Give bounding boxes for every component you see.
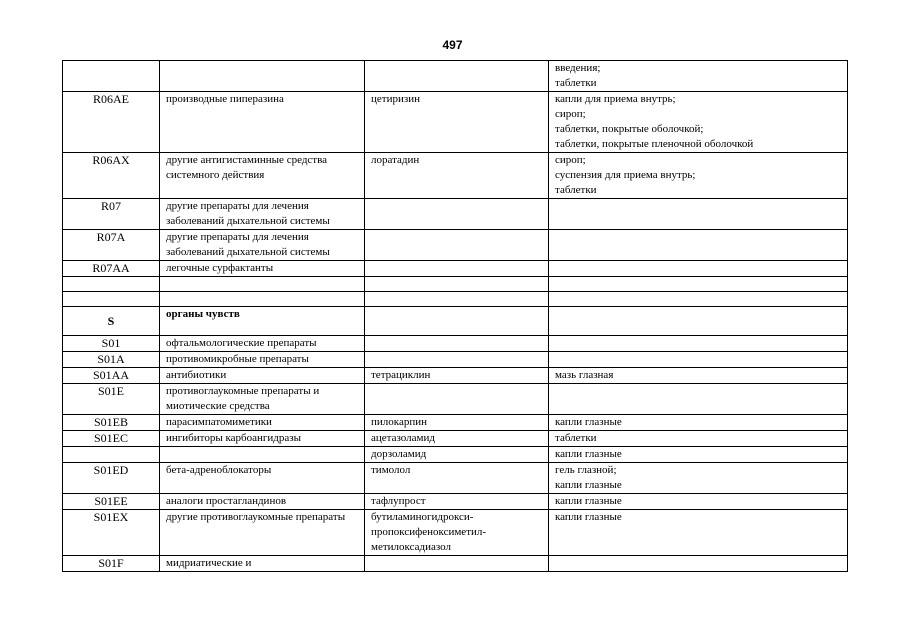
drug-name-cell	[365, 352, 549, 368]
table-row	[63, 556, 848, 572]
group-name-cell: органы чувств	[160, 307, 365, 336]
group-name-cell: парасимпатомиметики	[160, 415, 365, 431]
table-row	[63, 92, 848, 153]
table-row	[63, 230, 848, 261]
dosage-form-cell: капли для приема внутрь; сироп; таблетки, покрытые оболочкой; таблетки, покрытые пленочной оболочкой	[549, 92, 848, 153]
table-row	[63, 153, 848, 199]
table-row	[63, 336, 848, 352]
drug-name-cell	[365, 61, 549, 92]
atc-code-cell	[63, 447, 160, 463]
atc-code-cell: S01EB	[63, 415, 160, 431]
atc-code-cell: S	[63, 307, 160, 336]
table-row	[63, 431, 848, 447]
drug-name-cell	[365, 336, 549, 352]
group-name-cell: антибиотики	[160, 368, 365, 384]
drug-name-cell	[365, 307, 549, 336]
drug-classification-table	[62, 60, 848, 572]
table-row	[63, 447, 848, 463]
drug-name-cell	[365, 199, 549, 230]
group-name-cell: противомикробные препараты	[160, 352, 365, 368]
group-name-cell	[160, 61, 365, 92]
drug-name-cell: лоратадин	[365, 153, 549, 199]
group-name-cell	[160, 277, 365, 292]
dosage-form-cell: капли глазные	[549, 447, 848, 463]
dosage-form-cell	[549, 556, 848, 572]
dosage-form-cell	[549, 230, 848, 261]
group-name-cell: мидриатические и	[160, 556, 365, 572]
atc-code-cell: S01A	[63, 352, 160, 368]
drug-name-cell: ацетазоламид	[365, 431, 549, 447]
group-name-cell: бета-адреноблокаторы	[160, 463, 365, 494]
dosage-form-cell: гель глазной; капли глазные	[549, 463, 848, 494]
page-number: 497	[442, 38, 463, 52]
drug-name-cell: бутиламиногидрокси- пропоксифеноксиметил- метилоксадиазол	[365, 510, 549, 556]
atc-code-cell	[63, 292, 160, 307]
table-row	[63, 199, 848, 230]
group-name-cell: ингибиторы карбоангидразы	[160, 431, 365, 447]
atc-code-cell: S01EE	[63, 494, 160, 510]
group-name-cell: производные пиперазина	[160, 92, 365, 153]
group-name-cell	[160, 447, 365, 463]
table-row	[63, 368, 848, 384]
atc-code-cell: S01	[63, 336, 160, 352]
atc-code-cell: S01EX	[63, 510, 160, 556]
group-name-cell	[160, 292, 365, 307]
dosage-form-cell	[549, 277, 848, 292]
atc-code-cell: R07AA	[63, 261, 160, 277]
atc-code-cell: S01E	[63, 384, 160, 415]
drug-name-cell: цетиризин	[365, 92, 549, 153]
drug-name-cell	[365, 292, 549, 307]
atc-code-cell	[63, 61, 160, 92]
dosage-form-cell	[549, 292, 848, 307]
table-body	[63, 61, 848, 572]
dosage-form-cell	[549, 384, 848, 415]
table-row	[63, 415, 848, 431]
drug-name-cell: пилокарпин	[365, 415, 549, 431]
table-row	[63, 494, 848, 510]
atc-code-cell	[63, 277, 160, 292]
drug-name-cell	[365, 384, 549, 415]
atc-code-cell: R06AX	[63, 153, 160, 199]
dosage-form-cell: таблетки	[549, 431, 848, 447]
dosage-form-cell	[549, 199, 848, 230]
dosage-form-cell: капли глазные	[549, 415, 848, 431]
group-name-cell: офтальмологические препараты	[160, 336, 365, 352]
atc-code-cell: R07	[63, 199, 160, 230]
dosage-form-cell	[549, 352, 848, 368]
drug-name-cell: тимолол	[365, 463, 549, 494]
drug-name-cell	[365, 230, 549, 261]
table-row	[63, 261, 848, 277]
atc-code-cell: R06AE	[63, 92, 160, 153]
drug-name-cell: тафлупрост	[365, 494, 549, 510]
dosage-form-cell	[549, 261, 848, 277]
group-name-cell: другие антигистаминные средства системного действия	[160, 153, 365, 199]
dosage-form-cell: капли глазные	[549, 510, 848, 556]
group-name-cell: другие препараты для лечения заболеваний дыхательной системы	[160, 199, 365, 230]
table-row	[63, 352, 848, 368]
dosage-form-cell: сироп; суспензия для приема внутрь; таблетки	[549, 153, 848, 199]
group-name-cell: другие противоглаукомные препараты	[160, 510, 365, 556]
table-row	[63, 277, 848, 292]
atc-code-cell: S01F	[63, 556, 160, 572]
table-row	[63, 384, 848, 415]
atc-code-cell: R07A	[63, 230, 160, 261]
drug-name-cell	[365, 556, 549, 572]
dosage-form-cell: капли глазные	[549, 494, 848, 510]
atc-code-cell: S01ED	[63, 463, 160, 494]
dosage-form-cell: введения; таблетки	[549, 61, 848, 92]
drug-name-cell: тетрациклин	[365, 368, 549, 384]
group-name-cell: легочные сурфактанты	[160, 261, 365, 277]
drug-name-cell	[365, 277, 549, 292]
table-row	[63, 61, 848, 92]
drug-name-cell: дорзоламид	[365, 447, 549, 463]
group-name-cell: аналоги простагландинов	[160, 494, 365, 510]
group-name-cell: другие препараты для лечения заболеваний дыхательной системы	[160, 230, 365, 261]
table-row	[63, 463, 848, 494]
atc-code-cell: S01EC	[63, 431, 160, 447]
atc-code-cell: S01AA	[63, 368, 160, 384]
table-row	[63, 307, 848, 336]
group-name-cell: противоглаукомные препараты и миотические средства	[160, 384, 365, 415]
drug-name-cell	[365, 261, 549, 277]
dosage-form-cell: мазь глазная	[549, 368, 848, 384]
table-row	[63, 292, 848, 307]
table-row	[63, 510, 848, 556]
dosage-form-cell	[549, 307, 848, 336]
dosage-form-cell	[549, 336, 848, 352]
